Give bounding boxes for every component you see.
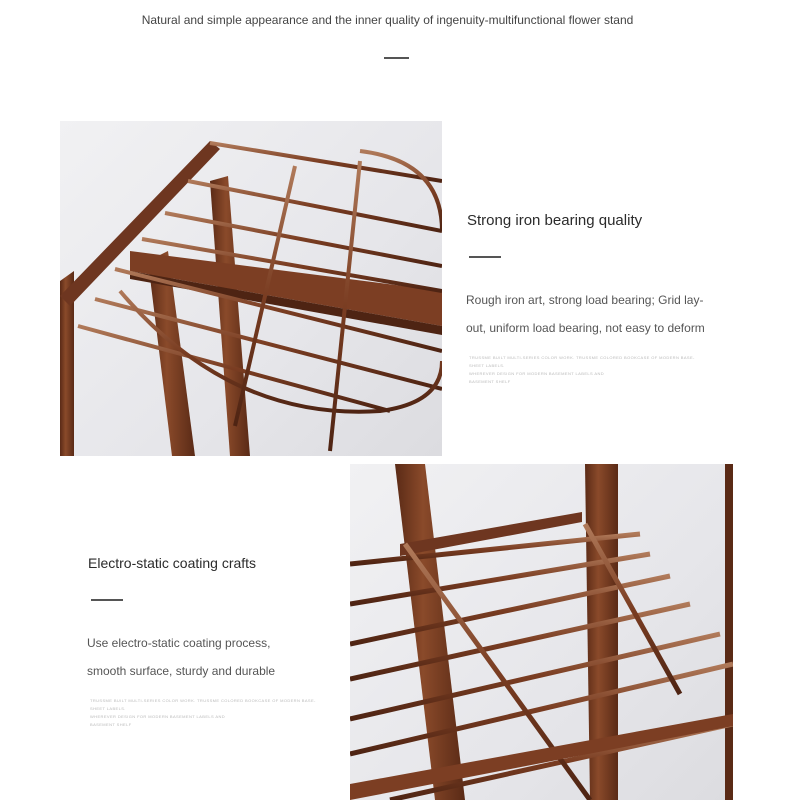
product-photo-shelf-grid [350, 464, 733, 800]
feature2-line2: smooth surface, sturdy and durable [87, 664, 276, 678]
product-photo-shelf-top [60, 121, 442, 456]
feature2-fine-print: TRUSSME BUILT MULTI-SERIES COLOR WORK. TRUSSME COLORED BOOKCASE OF MODERN BASE-SHEET LABELS. WHEREVER DESIGN FOR MODERN BASEMENT LABELS AND BASEMENT SHELF [90, 698, 316, 727]
header-tagline: Natural and simple appearance and the inner quality of ingenuity-multifunctional flower stand [141, 13, 634, 27]
feature1-fine-print: TRUSSME BUILT MULTI-SERIES COLOR WORK. TRUSSME COLORED BOOKCASE OF MODERN BASE-SHEET LABELS. WHEREVER DESIGN FOR MODERN BASEMENT LABELS AND BASEMENT SHELF [469, 355, 695, 384]
feature1-description [466, 286, 705, 342]
feature1-divider [469, 256, 501, 258]
feature2-description [87, 629, 275, 685]
feature1-line1: Rough iron art, strong load bearing; Grid lay- [466, 293, 704, 307]
feature1-line2: out, uniform load bearing, not easy to deform [466, 321, 705, 335]
feature1-title: Strong iron bearing quality [467, 212, 643, 229]
feature2-line1: Use electro-static coating process, [87, 636, 271, 650]
feature2-title: Electro-static coating crafts [88, 555, 257, 571]
header-divider [384, 57, 409, 59]
feature2-divider [91, 599, 123, 601]
